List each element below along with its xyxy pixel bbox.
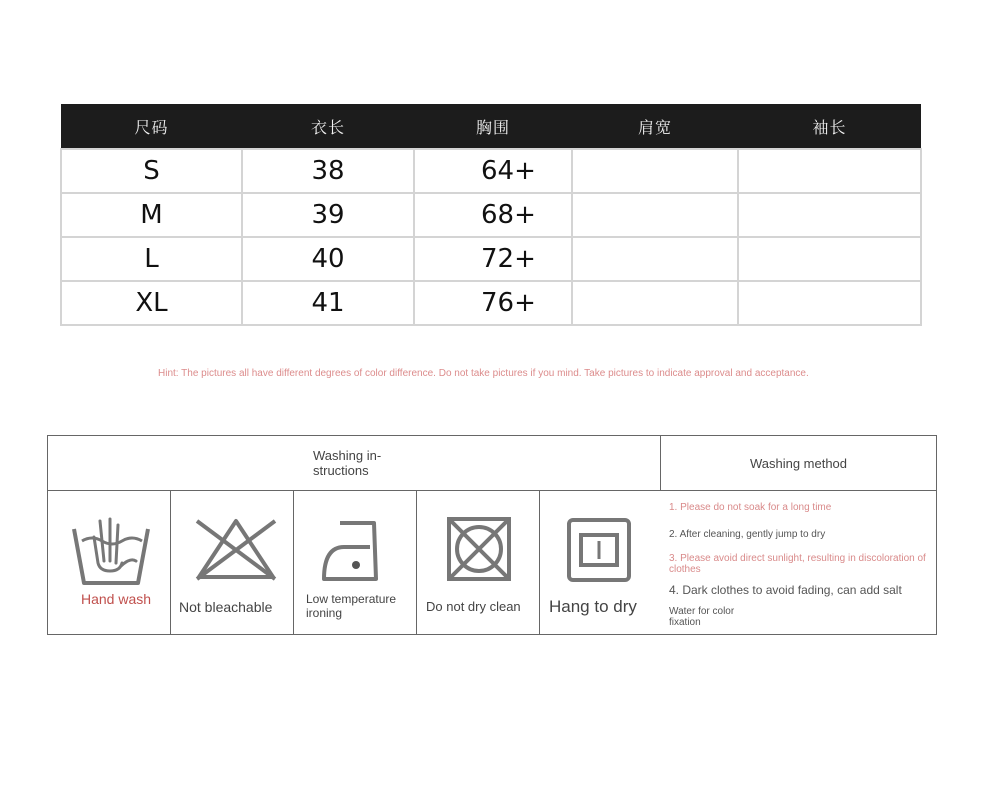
hand-wash-label: Hand wash bbox=[81, 591, 152, 607]
chest-cell: 64+ bbox=[414, 149, 572, 193]
length-cell: 41 bbox=[242, 281, 414, 325]
shoulder-cell bbox=[572, 149, 738, 193]
chest-cell: 72+ bbox=[414, 237, 572, 281]
sleeve-cell bbox=[738, 281, 921, 325]
care-instructions-table bbox=[47, 435, 937, 635]
hang-to-dry-icon bbox=[566, 517, 632, 583]
table-row bbox=[61, 237, 921, 281]
not-bleachable-label: Not bleachable bbox=[179, 599, 273, 615]
method-item: Water for color fixation bbox=[669, 606, 735, 628]
chest-cell: 68+ bbox=[414, 193, 572, 237]
method-item: 1. Please do not soak for a long time bbox=[669, 502, 832, 513]
shoulder-cell bbox=[572, 281, 738, 325]
header-sleeve: 袖长 bbox=[738, 104, 921, 149]
sleeve-cell bbox=[738, 193, 921, 237]
care-symbol-hand-wash bbox=[48, 491, 171, 634]
washing-instructions-header bbox=[48, 436, 661, 491]
hand-wash-icon bbox=[70, 511, 152, 587]
header-length: 衣长 bbox=[242, 104, 414, 149]
care-symbol-hang-dry bbox=[540, 491, 661, 634]
care-symbol-no-dry-clean bbox=[417, 491, 540, 634]
chest-cell: 76+ bbox=[414, 281, 572, 325]
size-cell: XL bbox=[61, 281, 242, 325]
washing-method-header: Washing method bbox=[661, 436, 936, 491]
length-cell: 39 bbox=[242, 193, 414, 237]
sleeve-cell bbox=[738, 149, 921, 193]
low-temp-iron-label: Low temperature ironing bbox=[306, 592, 397, 620]
size-cell: L bbox=[61, 237, 242, 281]
shoulder-cell bbox=[572, 193, 738, 237]
header-chest: 胸围 bbox=[414, 104, 572, 149]
method-item: 3. Please avoid direct sunlight, resulting in discoloration of clothes bbox=[669, 553, 926, 575]
washing-instructions-title: Washing in-structions bbox=[313, 448, 382, 478]
not-bleachable-icon bbox=[193, 517, 279, 581]
color-difference-hint: Hint: The pictures all have different degrees of color difference. Do not take pictures if you mind. Take pictures to indicate approval and acceptance. bbox=[158, 368, 809, 379]
table-row bbox=[61, 281, 921, 325]
length-cell: 38 bbox=[242, 149, 414, 193]
low-temperature-iron-icon bbox=[320, 517, 382, 583]
do-not-dry-clean-icon bbox=[446, 516, 512, 582]
header-shoulder: 肩宽 bbox=[572, 104, 738, 149]
care-symbol-not-bleachable bbox=[171, 491, 294, 634]
header-size: 尺码 bbox=[61, 104, 242, 149]
shoulder-cell bbox=[572, 237, 738, 281]
table-row bbox=[61, 149, 921, 193]
size-cell: M bbox=[61, 193, 242, 237]
method-item: 2. After cleaning, gently jump to dry bbox=[669, 529, 826, 540]
hang-to-dry-label: Hang to dry bbox=[549, 597, 637, 616]
care-symbol-low-temp-iron bbox=[294, 491, 417, 634]
length-cell: 40 bbox=[242, 237, 414, 281]
size-cell: S bbox=[61, 149, 242, 193]
size-chart-table bbox=[60, 104, 922, 326]
method-item: 4. Dark clothes to avoid fading, can add salt bbox=[669, 583, 902, 597]
washing-method-list bbox=[661, 491, 936, 634]
sleeve-cell bbox=[738, 237, 921, 281]
table-row bbox=[61, 193, 921, 237]
no-dry-clean-label: Do not dry clean bbox=[426, 599, 521, 614]
size-chart-header-row bbox=[61, 104, 921, 149]
